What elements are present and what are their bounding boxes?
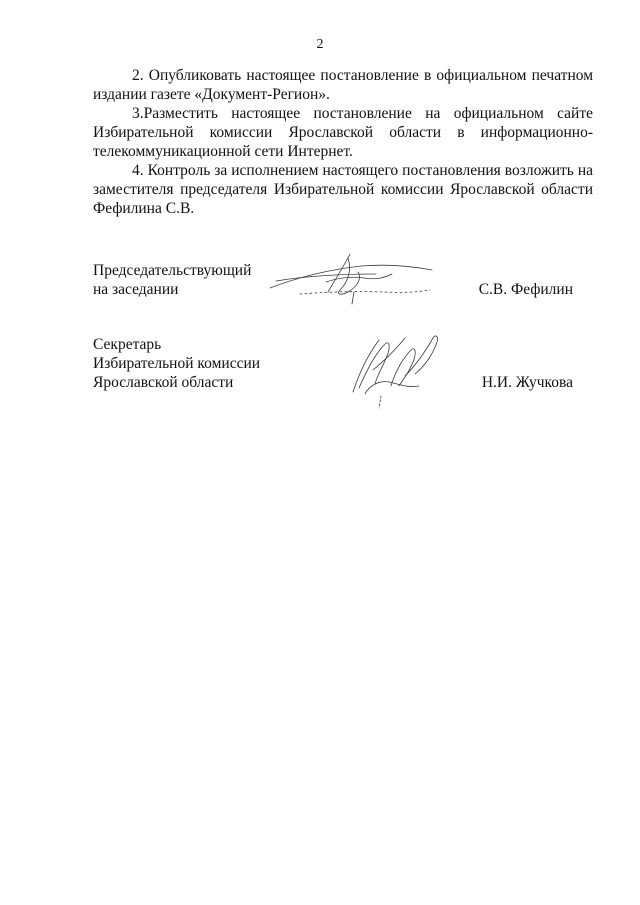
secretary-handwritten-signature (345, 330, 445, 412)
secretary-title-line: Секретарь (93, 336, 162, 353)
secretary-title-line: Ярославской области (93, 374, 234, 391)
chair-name: С.В. Фефилин (478, 281, 573, 298)
secretary-name: Н.И. Жучкова (481, 374, 573, 391)
chair-title-line: Председательствующий (93, 262, 252, 279)
chair-handwritten-signature (266, 248, 436, 306)
page-number: 2 (316, 37, 324, 52)
paragraph-publish: 2. Опубликовать настоящее постановление в официальном печатном издании газете «Документ-Регион». (93, 67, 593, 103)
secretary-signature-block (93, 335, 573, 392)
paragraph-control: 4. Контроль за исполнением настоящего постановления возложить на заместителя председателя Избирательной комиссии Ярославской области Фефилина С.В. (93, 162, 593, 217)
secretary-title-line: Избирательной комиссии (93, 355, 261, 372)
paragraph-website: 3.Разместить настоящее постановление на официальном сайте Избирательной комиссии Ярославской области в информационно-телекоммуникационной сети Интернет. (93, 105, 593, 160)
chair-title-line: на заседании (93, 281, 179, 298)
document-body (93, 66, 593, 218)
